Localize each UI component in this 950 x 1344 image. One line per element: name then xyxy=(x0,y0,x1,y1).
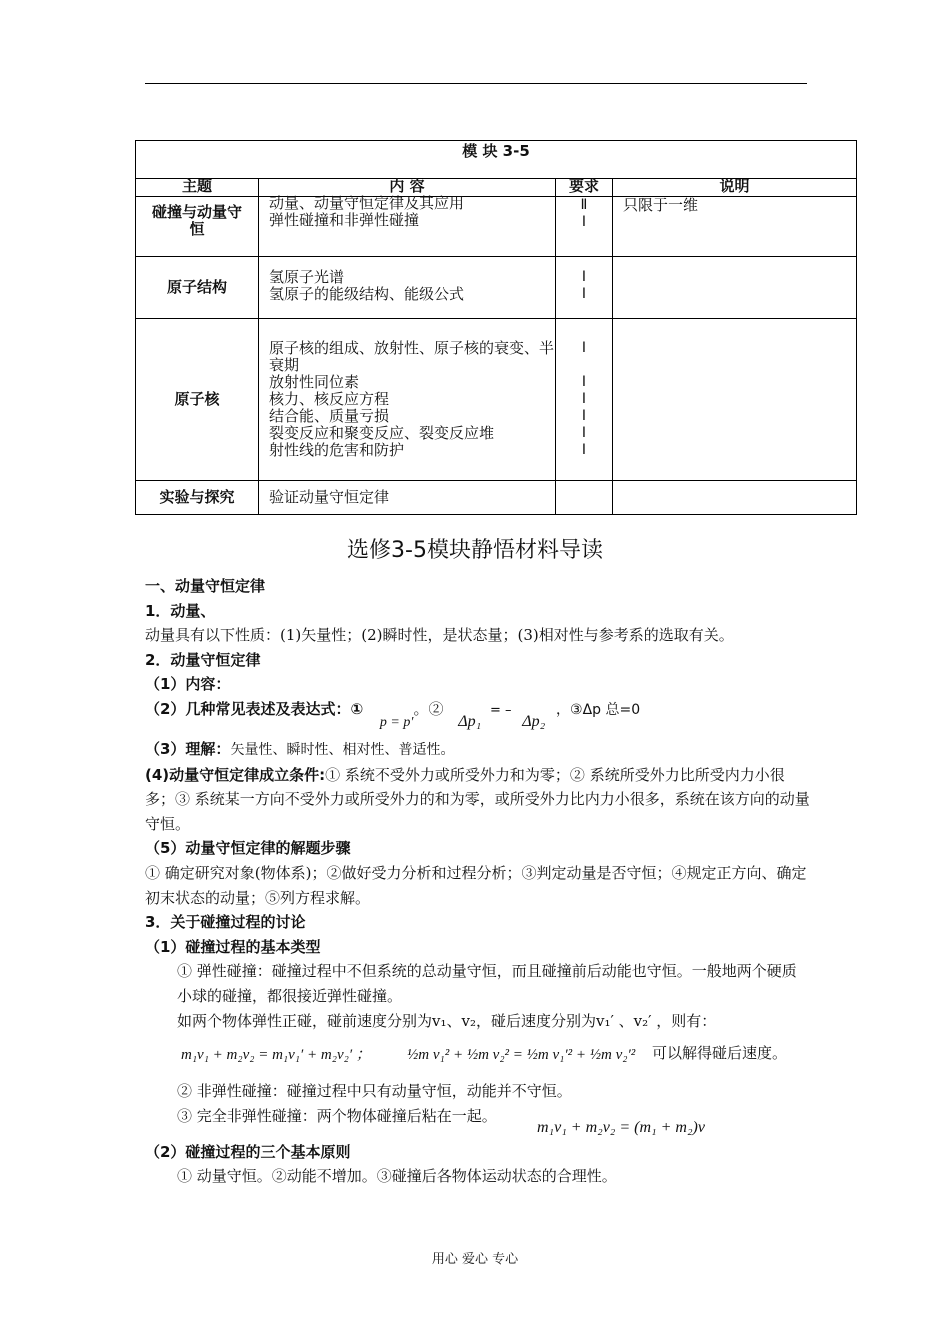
formula-momentum: p = p′ xyxy=(379,714,414,730)
content-line: 弹性碰撞和非弹性碰撞 xyxy=(269,211,420,229)
paragraph xyxy=(145,1104,810,1140)
topic-text: 原子核 xyxy=(174,390,220,408)
item-heading: （2）碰撞过程的三个基本原则 xyxy=(145,1142,351,1161)
paragraph: 动量具有以下性质：(1)矢量性；(2)瞬时性，是状态量；(3)相对性与参考系的选取有关。 xyxy=(145,626,734,645)
item-heading: （2）几种常见表述及表达式：① xyxy=(145,699,364,718)
content-line: 动量、动量守恒定律及其应用 xyxy=(269,194,465,212)
header-topic: 主题 xyxy=(136,179,259,197)
section-heading: 一、动量守恒定律 xyxy=(145,577,266,595)
formula-momentum-conservation: m₁v₁ + m₂v₂ = m₁v₁′ + m₂v₂′ ； xyxy=(181,1047,371,1064)
table-header-row xyxy=(136,179,857,197)
table-caption-text: 模 块 3-5 xyxy=(462,142,530,160)
content-cell xyxy=(259,257,556,319)
content-line: 原子核的组成、放射性、原子核的衰变、半衰期 xyxy=(269,339,555,374)
requirement-level: Ⅰ xyxy=(581,340,587,356)
content-cell xyxy=(259,194,556,257)
note-text: 只限于一维 xyxy=(623,196,699,214)
formula-energy-conservation: ½m v₁² + ½m v₂² = ½m v₁′² + ½m v₂′² xyxy=(407,1047,636,1064)
topic-text: 碰撞与动量守恒 xyxy=(152,202,243,238)
table-row xyxy=(136,481,857,515)
document-body xyxy=(145,574,810,1189)
header-content: 内 容 xyxy=(259,179,556,197)
item-heading: （3）理解： xyxy=(145,739,231,758)
paragraph: 如两个物体弹性正碰，碰前速度分别为v₁、v₂，碰后速度分别为v₁′ 、v₂′ ，则有： xyxy=(177,1011,717,1030)
content-cell xyxy=(259,319,556,481)
header-rule xyxy=(145,83,807,84)
topic-text: 实验与探究 xyxy=(159,488,235,506)
requirement-level: Ⅰ xyxy=(581,408,587,424)
item-heading: （5）动量守恒定律的解题步骤 xyxy=(145,839,351,858)
requirement-cell xyxy=(556,197,613,257)
requirement-level: Ⅰ xyxy=(581,374,587,390)
table-row xyxy=(136,319,857,481)
paragraph: ② 非弹性碰撞：碰撞过程中只有动量守恒，动能并不守恒。 xyxy=(177,1082,572,1101)
requirement-level: Ⅰ xyxy=(581,214,587,230)
requirement-level: Ⅰ xyxy=(581,442,587,458)
page-footer: 用心 爱心 专心 xyxy=(431,1252,519,1267)
requirement-cell xyxy=(556,481,613,515)
content-line: 结合能、质量亏损 xyxy=(269,407,390,425)
subsection-heading: 1．动量、 xyxy=(145,601,216,620)
subsection-heading: 3．关于碰撞过程的讨论 xyxy=(145,913,306,932)
header-requirement: 要求 xyxy=(556,179,613,197)
subsection-heading: 2．动量守恒定律 xyxy=(145,650,261,669)
content-line: 核力、核反应方程 xyxy=(269,390,390,408)
requirement-level: Ⅰ xyxy=(581,269,587,285)
note-cell xyxy=(613,319,857,481)
requirement-cell xyxy=(556,319,613,481)
paragraph: ① 弹性碰撞：碰撞过程中不但系统的总动量守恒，而且碰撞前后动能也守恒。一般地两个硬质小球的碰撞，都很接近弹性碰撞。 xyxy=(177,962,797,1005)
requirement-level xyxy=(556,357,612,374)
content-line: 放射性同位素 xyxy=(269,373,360,391)
paragraph xyxy=(145,763,810,837)
header-note: 说明 xyxy=(613,179,857,197)
formula-paragraph xyxy=(145,697,810,737)
requirement-level: Ⅱ xyxy=(580,197,588,213)
table-caption xyxy=(136,141,857,179)
item-heading: （1）内容： xyxy=(145,675,231,694)
requirement-level: Ⅰ xyxy=(581,286,587,302)
content-line: 射性线的危害和防护 xyxy=(269,441,405,459)
note-cell xyxy=(613,481,857,515)
topic-cell xyxy=(136,319,259,481)
content-cell xyxy=(259,481,556,515)
item-text: ① 系统不受外力或所受外力和为零；② 系统所受外力比所受内力小很多；③ 系统某一方向不受外力或所受外力的和为零，或所受外力比内力小很多，系统在该方向的动量守恒。 xyxy=(145,765,810,833)
formula-note: 可以解得碰后速度。 xyxy=(652,1044,788,1063)
topic-cell xyxy=(136,481,259,515)
requirement-cell xyxy=(556,257,613,319)
paragraph: ① 确定研究对象(物体系)；②做好受力分析和过程分析；③判定动量是否守恒；④规定正方向、确定初末状态的动量；⑤列方程求解。 xyxy=(145,863,807,907)
item-heading: (4)动量守恒定律成立条件: xyxy=(145,765,326,784)
item-text: 矢量性、瞬时性、相对性、普适性。 xyxy=(230,741,455,758)
module-table xyxy=(135,140,857,515)
note-cell xyxy=(613,197,857,257)
item-heading: （1）碰撞过程的基本类型 xyxy=(145,937,321,956)
formula-delta-p2: Δp₂ xyxy=(522,712,546,730)
item-text: ③ 完全非弹性碰撞：两个物体碰撞后粘在一起。 xyxy=(177,1106,497,1125)
formula-equals: = – xyxy=(489,702,512,718)
formula-delta-p1: Δp₁ xyxy=(458,712,482,730)
paragraph xyxy=(145,737,810,763)
requirement-level: Ⅰ xyxy=(581,391,587,407)
formula-row xyxy=(145,1033,810,1079)
content-line: 氢原子光谱 xyxy=(269,268,345,286)
topic-text: 原子结构 xyxy=(166,278,227,296)
content-line: 氢原子的能级结构、能级公式 xyxy=(269,285,465,303)
note-cell xyxy=(613,257,857,319)
table-row xyxy=(136,197,857,257)
formula-total: ，③Δp 总=0 xyxy=(556,701,641,718)
page-title: 选修3-5模块静悟材料导读 xyxy=(347,538,603,563)
formula-separator: 。② xyxy=(413,699,444,718)
topic-cell xyxy=(136,197,259,257)
topic-cell xyxy=(136,257,259,319)
paragraph: ① 动量守恒。②动能不增加。③碰撞后各物体运动状态的合理性。 xyxy=(177,1167,617,1186)
content-line: 裂变反应和聚变反应、裂变反应堆 xyxy=(269,424,495,442)
requirement-level: Ⅰ xyxy=(581,425,587,441)
table-row xyxy=(136,257,857,319)
formula-inelastic: m₁v₁ + m₂v₂ = (m₁ + m₂)v xyxy=(537,1118,705,1136)
content-line: 验证动量守恒定律 xyxy=(269,488,390,506)
